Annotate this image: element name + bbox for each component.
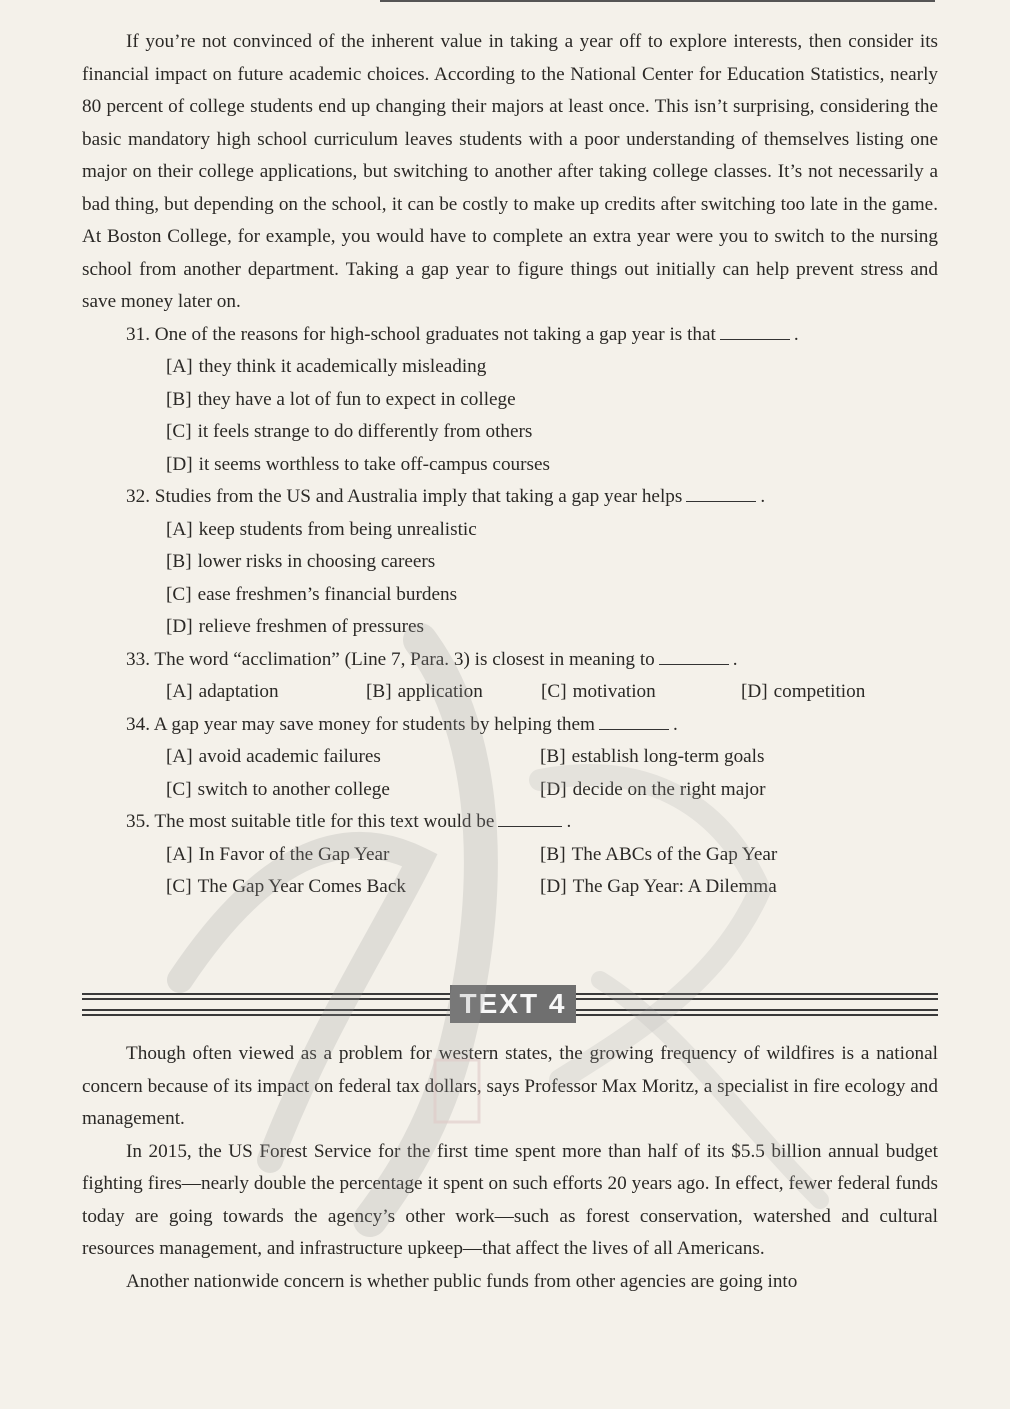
answer-blank — [720, 321, 790, 340]
option-34-c: [C] switch to another college — [166, 778, 390, 800]
options-35-row1 — [82, 839, 938, 872]
passage-4 — [82, 1038, 938, 1298]
option-31-b: [B] they have a lot of fun to expect in college — [166, 388, 516, 410]
options-33 — [82, 676, 938, 709]
section-heading-band — [82, 981, 938, 1027]
passage-3-section — [82, 26, 938, 904]
options-35-row2 — [82, 871, 938, 904]
option-32-b: [B] lower risks in choosing careers — [166, 551, 436, 572]
option-35-d: [D] The Gap Year: A Dilemma — [540, 876, 777, 897]
paragraph-text: Though often viewed as a problem for western states, the growing frequency of wildfires is a national concern because of its impact on federal tax dollars, says Professor Max Moritz, a specialist in fire ecology and management. — [82, 1043, 938, 1129]
options-34-row2 — [82, 774, 938, 807]
option-32-d: [D] relieve freshmen of pressures — [166, 616, 425, 637]
option-34-b: [B] establish long-term goals — [540, 746, 765, 767]
paragraph-text: In 2015, the US Forest Service for the first time spent more than half of its $5.5 billion annual budget fighting fires—nearly double the percentage it spent on such efforts 20 years ago. In effect, fewer federal funds today are going towards the agency’s other work—such as forest conservation, watershed and cultural resources management, and infrastructure upkeep—that affect the lives of all Americans. — [82, 1140, 938, 1259]
top-rule — [380, 0, 935, 2]
paragraph-text: If you’re not convinced of the inherent value in taking a year off to explore interests, then consider its financial impact on future academic choices. According to the National Center for Education Statistics, nearly 80 percent of college students end up changing their majors at least once. This isn’t surprising, considering the basic mandatory high school curriculum leaves students with a poor understanding of themselves listing one major on their college applications, but switching to another after taking college classes. It’s not necessarily a bad thing, but depending on the school, it can be costly to make up credits after switching too late in the game. At Boston College, for example, you would have to complete an extra year were you to switch to the nursing school from another department. Taking a gap year to figure things out initially can help prevent stress and save money later on. — [82, 31, 938, 312]
answer-blank — [659, 646, 729, 665]
option-31-d: [D] it seems worthless to take off-campus courses — [166, 453, 550, 475]
passage-3-paragraph — [82, 26, 938, 319]
paragraph-text: Another nationwide concern is whether public funds from other agencies are going into — [126, 1270, 798, 1292]
answer-blank — [599, 711, 669, 730]
option-31-a: [A] they think it academically misleading — [166, 356, 487, 377]
option-33-a: [A] adaptation — [166, 681, 279, 702]
question-34: 34. A gap year may save money for students by helping them . — [82, 709, 938, 742]
option-35-c: [C] The Gap Year Comes Back — [166, 876, 406, 897]
options-34-row1 — [82, 741, 938, 774]
option-31-c: [C] it feels strange to do differently from others — [166, 421, 533, 442]
question-35: 35. The most suitable title for this text would be . — [82, 806, 938, 839]
question-31: 31. One of the reasons for high-school graduates not taking a gap year is that . — [82, 319, 938, 352]
answer-blank — [686, 483, 756, 502]
option-32-a: [A] keep students from being unrealistic — [166, 518, 477, 540]
section-heading: TEXT 4 — [450, 985, 576, 1023]
option-33-c: [C] motivation — [541, 681, 656, 702]
option-33-d: [D] competition — [741, 681, 866, 702]
answer-blank — [498, 808, 562, 827]
option-35-b: [B] The ABCs of the Gap Year — [540, 843, 778, 865]
option-32-c: [C] ease freshmen’s financial burdens — [166, 583, 458, 605]
option-33-b: [B] application — [366, 681, 483, 702]
question-32: 32. Studies from the US and Australia imply that taking a gap year helps . — [82, 481, 938, 514]
option-35-a: [A] In Favor of the Gap Year — [166, 843, 390, 865]
option-34-d: [D] decide on the right major — [540, 778, 766, 800]
question-33: 33. The word “acclimation” (Line 7, Para. 3) is closest in meaning to . — [82, 644, 938, 677]
option-34-a: [A] avoid academic failures — [166, 746, 381, 767]
